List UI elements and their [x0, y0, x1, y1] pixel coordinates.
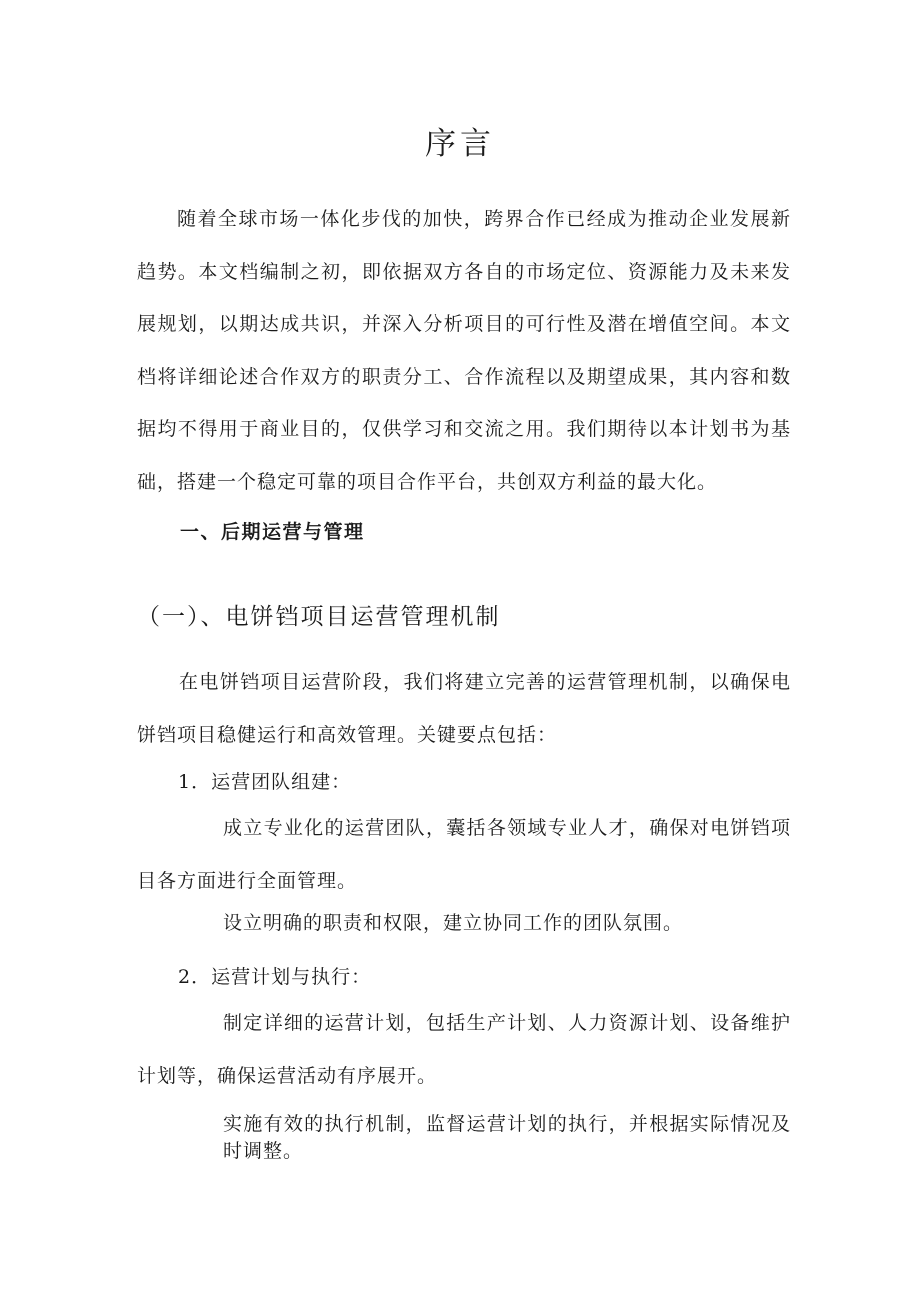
numbered-item-label: 1．运营团队组建：	[178, 771, 352, 793]
item-paragraph: 制定详细的运营计划，包括生产计划、人力资源计划、设备维护计划等，确保运营活动有序展开。	[137, 1012, 791, 1087]
item-paragraph: 设立明确的职责和权限，建立协同工作的团队氛围。	[223, 912, 684, 934]
document-title: 序言	[425, 126, 495, 162]
item-paragraph: 实施有效的执行机制，监督运营计划的执行，并根据实际情况及时调整。	[223, 1113, 791, 1162]
preface-paragraph: 随着全球市场一体化步伐的加快，跨界合作已经成为推动企业发展新趋势。本文档编制之初，即依据双方各自的市场定位、资源能力及未来发展规划，以期达成共识，并深入分析项目的可行性及潜在增值空间。本文档将详细论述合作双方的职责分工、合作流程以及期望成果，其内容和数据均不得用于商业目的，仅供学习和交流之用。我们期待以本计划书为基础，搭建一个稳定可靠的项目合作平台，共创双方利益的最大化。	[137, 208, 791, 493]
subsection-heading: （一）、电饼铛项目运营管理机制	[137, 604, 501, 630]
numbered-item-label: 2．运营计划与执行：	[178, 966, 372, 988]
subsection-intro-paragraph: 在电饼铛项目运营阶段，我们将建立完善的运营管理机制，以确保电饼铛项目稳健运行和高效管理。关键要点包括：	[137, 671, 791, 746]
item-paragraph: 成立专业化的运营团队，囊括各领域专业人才，确保对电饼铛项目各方面进行全面管理。	[137, 817, 791, 892]
section-heading: 一、后期运营与管理	[180, 521, 365, 543]
